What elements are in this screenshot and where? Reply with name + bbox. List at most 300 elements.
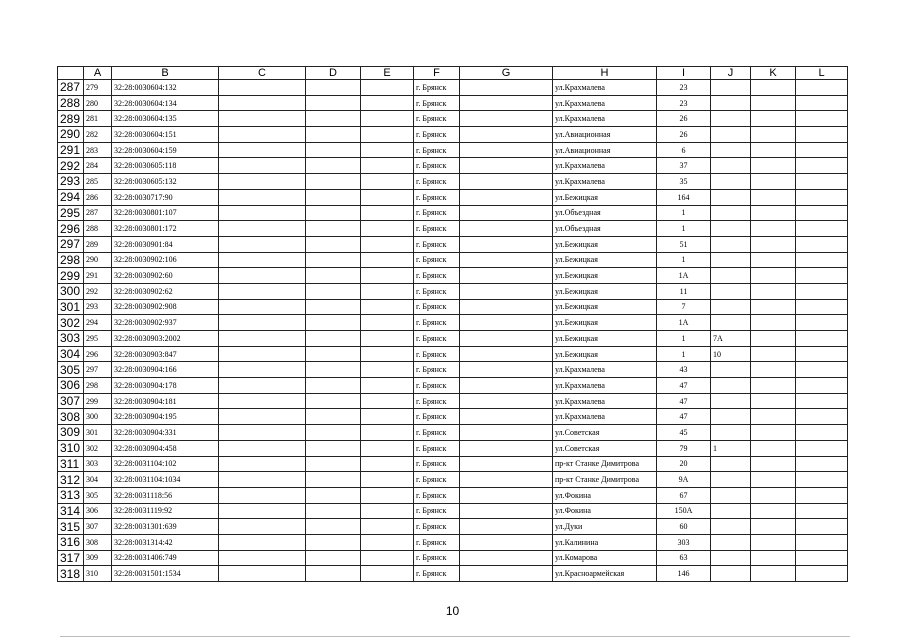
cell-i: 60 bbox=[657, 519, 711, 535]
cell-j bbox=[711, 252, 751, 268]
cell-k bbox=[751, 221, 796, 237]
table-row bbox=[58, 409, 848, 425]
cell-i: 1А bbox=[657, 315, 711, 331]
cell-k bbox=[751, 440, 796, 456]
cell-g bbox=[460, 80, 553, 96]
cell-i: 26 bbox=[657, 111, 711, 127]
cell-g bbox=[460, 378, 553, 394]
cell-c bbox=[219, 409, 306, 425]
cell-j bbox=[711, 566, 751, 582]
cell-a: 290 bbox=[84, 252, 112, 268]
column-header-g: G bbox=[460, 67, 553, 80]
cell-h: ул.Авиационная bbox=[553, 142, 657, 158]
cell-d bbox=[306, 409, 361, 425]
cell-g bbox=[460, 519, 553, 535]
cell-k bbox=[751, 205, 796, 221]
cell-k bbox=[751, 315, 796, 331]
cell-f: г. Брянск bbox=[414, 268, 460, 284]
table-row bbox=[58, 331, 848, 347]
spreadsheet-table bbox=[57, 66, 848, 582]
cell-j bbox=[711, 221, 751, 237]
cell-g bbox=[460, 95, 553, 111]
cell-k bbox=[751, 111, 796, 127]
cell-h: ул.Бежицкая bbox=[553, 346, 657, 362]
cell-e bbox=[361, 550, 414, 566]
cell-b: 32:28:0030902:937 bbox=[112, 315, 219, 331]
cell-h: ул.Бежицкая bbox=[553, 283, 657, 299]
row-number: 304 bbox=[58, 346, 84, 362]
cell-l bbox=[796, 534, 848, 550]
table-row bbox=[58, 534, 848, 550]
row-number: 294 bbox=[58, 189, 84, 205]
cell-j bbox=[711, 519, 751, 535]
cell-l bbox=[796, 566, 848, 582]
cell-d bbox=[306, 221, 361, 237]
cell-l bbox=[796, 283, 848, 299]
cell-f: г. Брянск bbox=[414, 487, 460, 503]
cell-f: г. Брянск bbox=[414, 111, 460, 127]
cell-g bbox=[460, 393, 553, 409]
cell-e bbox=[361, 127, 414, 143]
cell-e bbox=[361, 456, 414, 472]
cell-k bbox=[751, 534, 796, 550]
cell-f: г. Брянск bbox=[414, 331, 460, 347]
cell-a: 287 bbox=[84, 205, 112, 221]
cell-k bbox=[751, 252, 796, 268]
cell-j bbox=[711, 127, 751, 143]
row-number: 307 bbox=[58, 393, 84, 409]
cell-a: 305 bbox=[84, 487, 112, 503]
cell-d bbox=[306, 566, 361, 582]
row-number: 297 bbox=[58, 236, 84, 252]
cell-b: 32:28:0030604:134 bbox=[112, 95, 219, 111]
cell-j bbox=[711, 315, 751, 331]
cell-f: г. Брянск bbox=[414, 456, 460, 472]
cell-d bbox=[306, 550, 361, 566]
table-row bbox=[58, 315, 848, 331]
cell-d bbox=[306, 456, 361, 472]
cell-b: 32:28:0030904:166 bbox=[112, 362, 219, 378]
row-number: 316 bbox=[58, 534, 84, 550]
column-header-l: L bbox=[796, 67, 848, 80]
cell-c bbox=[219, 346, 306, 362]
cell-h: ул.Бежицкая bbox=[553, 236, 657, 252]
cell-c bbox=[219, 283, 306, 299]
cell-e bbox=[361, 346, 414, 362]
cell-i: 43 bbox=[657, 362, 711, 378]
cell-h: ул.Крахмалева bbox=[553, 111, 657, 127]
cell-a: 292 bbox=[84, 283, 112, 299]
table-row bbox=[58, 142, 848, 158]
cell-e bbox=[361, 393, 414, 409]
cell-c bbox=[219, 393, 306, 409]
cell-b: 32:28:0030902:60 bbox=[112, 268, 219, 284]
table-row bbox=[58, 487, 848, 503]
cell-j bbox=[711, 299, 751, 315]
cell-d bbox=[306, 205, 361, 221]
cell-h: ул.Дуки bbox=[553, 519, 657, 535]
cell-k bbox=[751, 409, 796, 425]
cell-h: ул.Советская bbox=[553, 425, 657, 441]
cell-h: ул.Фокина bbox=[553, 487, 657, 503]
cell-a: 283 bbox=[84, 142, 112, 158]
cell-h: ул.Бежицкая bbox=[553, 315, 657, 331]
cell-j bbox=[711, 503, 751, 519]
cell-d bbox=[306, 95, 361, 111]
row-number: 318 bbox=[58, 566, 84, 582]
cell-b: 32:28:0030904:331 bbox=[112, 425, 219, 441]
cell-k bbox=[751, 158, 796, 174]
cell-c bbox=[219, 80, 306, 96]
cell-l bbox=[796, 158, 848, 174]
column-header-d: D bbox=[306, 67, 361, 80]
cell-d bbox=[306, 80, 361, 96]
cell-l bbox=[796, 550, 848, 566]
cell-k bbox=[751, 519, 796, 535]
cell-e bbox=[361, 362, 414, 378]
cell-a: 310 bbox=[84, 566, 112, 582]
cell-c bbox=[219, 236, 306, 252]
cell-l bbox=[796, 331, 848, 347]
table-row bbox=[58, 440, 848, 456]
cell-d bbox=[306, 189, 361, 205]
cell-b: 32:28:0030605:118 bbox=[112, 158, 219, 174]
cell-k bbox=[751, 299, 796, 315]
cell-a: 301 bbox=[84, 425, 112, 441]
cell-f: г. Брянск bbox=[414, 205, 460, 221]
page-number: 10 bbox=[445, 604, 460, 618]
cell-h: ул.Бежицкая bbox=[553, 189, 657, 205]
cell-c bbox=[219, 315, 306, 331]
table-row bbox=[58, 472, 848, 488]
cell-f: г. Брянск bbox=[414, 378, 460, 394]
column-header-h: H bbox=[553, 67, 657, 80]
cell-l bbox=[796, 519, 848, 535]
cell-a: 281 bbox=[84, 111, 112, 127]
cell-f: г. Брянск bbox=[414, 80, 460, 96]
cell-e bbox=[361, 425, 414, 441]
row-number: 293 bbox=[58, 174, 84, 190]
cell-i: 11 bbox=[657, 283, 711, 299]
cell-f: г. Брянск bbox=[414, 127, 460, 143]
cell-i: 23 bbox=[657, 80, 711, 96]
cell-d bbox=[306, 252, 361, 268]
cell-l bbox=[796, 111, 848, 127]
cell-g bbox=[460, 236, 553, 252]
cell-f: г. Брянск bbox=[414, 472, 460, 488]
cell-c bbox=[219, 95, 306, 111]
table-row bbox=[58, 221, 848, 237]
row-number: 303 bbox=[58, 331, 84, 347]
cell-i: 1 bbox=[657, 331, 711, 347]
cell-b: 32:28:0030903:2002 bbox=[112, 331, 219, 347]
cell-b: 32:28:0030717:90 bbox=[112, 189, 219, 205]
cell-j bbox=[711, 111, 751, 127]
column-header-k: K bbox=[751, 67, 796, 80]
cell-j bbox=[711, 456, 751, 472]
row-number: 312 bbox=[58, 472, 84, 488]
cell-h: ул.Объездная bbox=[553, 221, 657, 237]
column-header-f: F bbox=[414, 67, 460, 80]
cell-i: 51 bbox=[657, 236, 711, 252]
cell-d bbox=[306, 503, 361, 519]
cell-h: ул.Советская bbox=[553, 440, 657, 456]
cell-h: ул.Крахмалева bbox=[553, 362, 657, 378]
cell-h: ул.Крахмалева bbox=[553, 409, 657, 425]
column-header-row bbox=[58, 67, 848, 80]
cell-e bbox=[361, 174, 414, 190]
row-number: 302 bbox=[58, 315, 84, 331]
table-row bbox=[58, 362, 848, 378]
cell-b: 32:28:0030604:151 bbox=[112, 127, 219, 143]
cell-b: 32:28:0030904:178 bbox=[112, 378, 219, 394]
cell-e bbox=[361, 268, 414, 284]
cell-f: г. Брянск bbox=[414, 534, 460, 550]
row-number: 292 bbox=[58, 158, 84, 174]
column-header-b: B bbox=[112, 67, 219, 80]
cell-b: 32:28:0030902:908 bbox=[112, 299, 219, 315]
cell-j bbox=[711, 205, 751, 221]
cell-l bbox=[796, 472, 848, 488]
cell-h: ул.Авиационная bbox=[553, 127, 657, 143]
cell-d bbox=[306, 519, 361, 535]
table-row bbox=[58, 425, 848, 441]
cell-j: 1 bbox=[711, 440, 751, 456]
cell-i: 47 bbox=[657, 378, 711, 394]
row-number: 295 bbox=[58, 205, 84, 221]
cell-l bbox=[796, 174, 848, 190]
cell-h: ул.Крахмалева bbox=[553, 80, 657, 96]
cell-g bbox=[460, 283, 553, 299]
cell-i: 164 bbox=[657, 189, 711, 205]
cell-e bbox=[361, 283, 414, 299]
cell-d bbox=[306, 127, 361, 143]
row-number: 308 bbox=[58, 409, 84, 425]
cell-k bbox=[751, 268, 796, 284]
cell-i: 45 bbox=[657, 425, 711, 441]
table-row bbox=[58, 503, 848, 519]
cell-l bbox=[796, 80, 848, 96]
cell-d bbox=[306, 346, 361, 362]
cell-g bbox=[460, 174, 553, 190]
cell-l bbox=[796, 205, 848, 221]
cell-g bbox=[460, 472, 553, 488]
cell-g bbox=[460, 315, 553, 331]
cell-c bbox=[219, 268, 306, 284]
cell-b: 32:28:0030605:132 bbox=[112, 174, 219, 190]
column-header-c: C bbox=[219, 67, 306, 80]
cell-f: г. Брянск bbox=[414, 425, 460, 441]
cell-f: г. Брянск bbox=[414, 236, 460, 252]
cell-e bbox=[361, 519, 414, 535]
cell-b: 32:28:0030904:181 bbox=[112, 393, 219, 409]
table-row bbox=[58, 127, 848, 143]
cell-b: 32:28:0030604:159 bbox=[112, 142, 219, 158]
column-header-i: I bbox=[657, 67, 711, 80]
row-number: 291 bbox=[58, 142, 84, 158]
cell-j bbox=[711, 487, 751, 503]
column-header-a: A bbox=[84, 67, 112, 80]
cell-c bbox=[219, 440, 306, 456]
cell-i: 146 bbox=[657, 566, 711, 582]
cell-d bbox=[306, 174, 361, 190]
cell-b: 32:28:0031314:42 bbox=[112, 534, 219, 550]
row-number: 296 bbox=[58, 221, 84, 237]
table-row bbox=[58, 456, 848, 472]
row-number: 290 bbox=[58, 127, 84, 143]
cell-c bbox=[219, 205, 306, 221]
cell-e bbox=[361, 111, 414, 127]
cell-i: 7 bbox=[657, 299, 711, 315]
cell-c bbox=[219, 111, 306, 127]
cell-e bbox=[361, 80, 414, 96]
cell-b: 32:28:0030902:62 bbox=[112, 283, 219, 299]
cell-b: 32:28:0030903:847 bbox=[112, 346, 219, 362]
table-row bbox=[58, 189, 848, 205]
cell-a: 309 bbox=[84, 550, 112, 566]
cell-j bbox=[711, 268, 751, 284]
cell-l bbox=[796, 346, 848, 362]
cell-c bbox=[219, 425, 306, 441]
table-row bbox=[58, 268, 848, 284]
cell-k bbox=[751, 472, 796, 488]
cell-j: 10 bbox=[711, 346, 751, 362]
cell-c bbox=[219, 221, 306, 237]
row-number: 298 bbox=[58, 252, 84, 268]
cell-l bbox=[796, 409, 848, 425]
cell-f: г. Брянск bbox=[414, 299, 460, 315]
cell-a: 297 bbox=[84, 362, 112, 378]
table-row bbox=[58, 95, 848, 111]
row-number: 313 bbox=[58, 487, 84, 503]
cell-a: 302 bbox=[84, 440, 112, 456]
cell-h: ул.Крахмалева bbox=[553, 393, 657, 409]
cell-g bbox=[460, 440, 553, 456]
cell-c bbox=[219, 534, 306, 550]
cell-j bbox=[711, 283, 751, 299]
cell-e bbox=[361, 221, 414, 237]
cell-e bbox=[361, 566, 414, 582]
table-row bbox=[58, 111, 848, 127]
table-row bbox=[58, 252, 848, 268]
cell-f: г. Брянск bbox=[414, 566, 460, 582]
cell-a: 294 bbox=[84, 315, 112, 331]
cell-a: 282 bbox=[84, 127, 112, 143]
cell-j bbox=[711, 189, 751, 205]
cell-c bbox=[219, 189, 306, 205]
cell-d bbox=[306, 158, 361, 174]
cell-f: г. Брянск bbox=[414, 158, 460, 174]
cell-j bbox=[711, 534, 751, 550]
row-number: 305 bbox=[58, 362, 84, 378]
cell-b: 32:28:0030902:106 bbox=[112, 252, 219, 268]
table-row bbox=[58, 346, 848, 362]
cell-a: 289 bbox=[84, 236, 112, 252]
row-number: 310 bbox=[58, 440, 84, 456]
cell-a: 280 bbox=[84, 95, 112, 111]
cell-c bbox=[219, 174, 306, 190]
cell-a: 304 bbox=[84, 472, 112, 488]
cell-f: г. Брянск bbox=[414, 346, 460, 362]
cell-f: г. Брянск bbox=[414, 550, 460, 566]
cell-i: 150А bbox=[657, 503, 711, 519]
row-number: 317 bbox=[58, 550, 84, 566]
cell-a: 291 bbox=[84, 268, 112, 284]
cell-k bbox=[751, 236, 796, 252]
table-row bbox=[58, 283, 848, 299]
cell-k bbox=[751, 189, 796, 205]
cell-a: 284 bbox=[84, 158, 112, 174]
cell-g bbox=[460, 252, 553, 268]
cell-h: ул.Бежицкая bbox=[553, 252, 657, 268]
cell-a: 288 bbox=[84, 221, 112, 237]
cell-j bbox=[711, 95, 751, 111]
row-number: 309 bbox=[58, 425, 84, 441]
cell-k bbox=[751, 487, 796, 503]
cell-h: ул.Фокина bbox=[553, 503, 657, 519]
cell-e bbox=[361, 440, 414, 456]
cell-g bbox=[460, 111, 553, 127]
cell-k bbox=[751, 393, 796, 409]
cell-j bbox=[711, 550, 751, 566]
cell-h: ул.Бежицкая bbox=[553, 331, 657, 347]
cell-i: 20 bbox=[657, 456, 711, 472]
cell-f: г. Брянск bbox=[414, 174, 460, 190]
cell-g bbox=[460, 299, 553, 315]
cell-l bbox=[796, 362, 848, 378]
column-header-e: E bbox=[361, 67, 414, 80]
row-number: 314 bbox=[58, 503, 84, 519]
cell-d bbox=[306, 472, 361, 488]
cell-i: 1 bbox=[657, 252, 711, 268]
cell-d bbox=[306, 378, 361, 394]
cell-a: 306 bbox=[84, 503, 112, 519]
cell-f: г. Брянск bbox=[414, 142, 460, 158]
cell-i: 63 bbox=[657, 550, 711, 566]
cell-h: пр-кт Станке Димитрова bbox=[553, 472, 657, 488]
cell-j bbox=[711, 236, 751, 252]
cell-i: 9А bbox=[657, 472, 711, 488]
cell-a: 308 bbox=[84, 534, 112, 550]
cell-g bbox=[460, 346, 553, 362]
cell-k bbox=[751, 362, 796, 378]
table-row bbox=[58, 205, 848, 221]
cell-e bbox=[361, 472, 414, 488]
cell-i: 23 bbox=[657, 95, 711, 111]
cell-e bbox=[361, 142, 414, 158]
cell-h: ул.Калинина bbox=[553, 534, 657, 550]
row-number: 306 bbox=[58, 378, 84, 394]
cell-g bbox=[460, 268, 553, 284]
cell-f: г. Брянск bbox=[414, 393, 460, 409]
cell-d bbox=[306, 268, 361, 284]
cell-l bbox=[796, 503, 848, 519]
cell-j bbox=[711, 362, 751, 378]
cell-b: 32:28:0031501:1534 bbox=[112, 566, 219, 582]
row-number: 288 bbox=[58, 95, 84, 111]
cell-e bbox=[361, 205, 414, 221]
cell-h: ул.Бежицкая bbox=[553, 268, 657, 284]
cell-b: 32:28:0030801:172 bbox=[112, 221, 219, 237]
cell-l bbox=[796, 378, 848, 394]
cell-b: 32:28:0031104:1034 bbox=[112, 472, 219, 488]
cell-e bbox=[361, 378, 414, 394]
cell-d bbox=[306, 487, 361, 503]
table-row bbox=[58, 393, 848, 409]
cell-d bbox=[306, 534, 361, 550]
cell-k bbox=[751, 550, 796, 566]
cell-b: 32:28:0030901:84 bbox=[112, 236, 219, 252]
